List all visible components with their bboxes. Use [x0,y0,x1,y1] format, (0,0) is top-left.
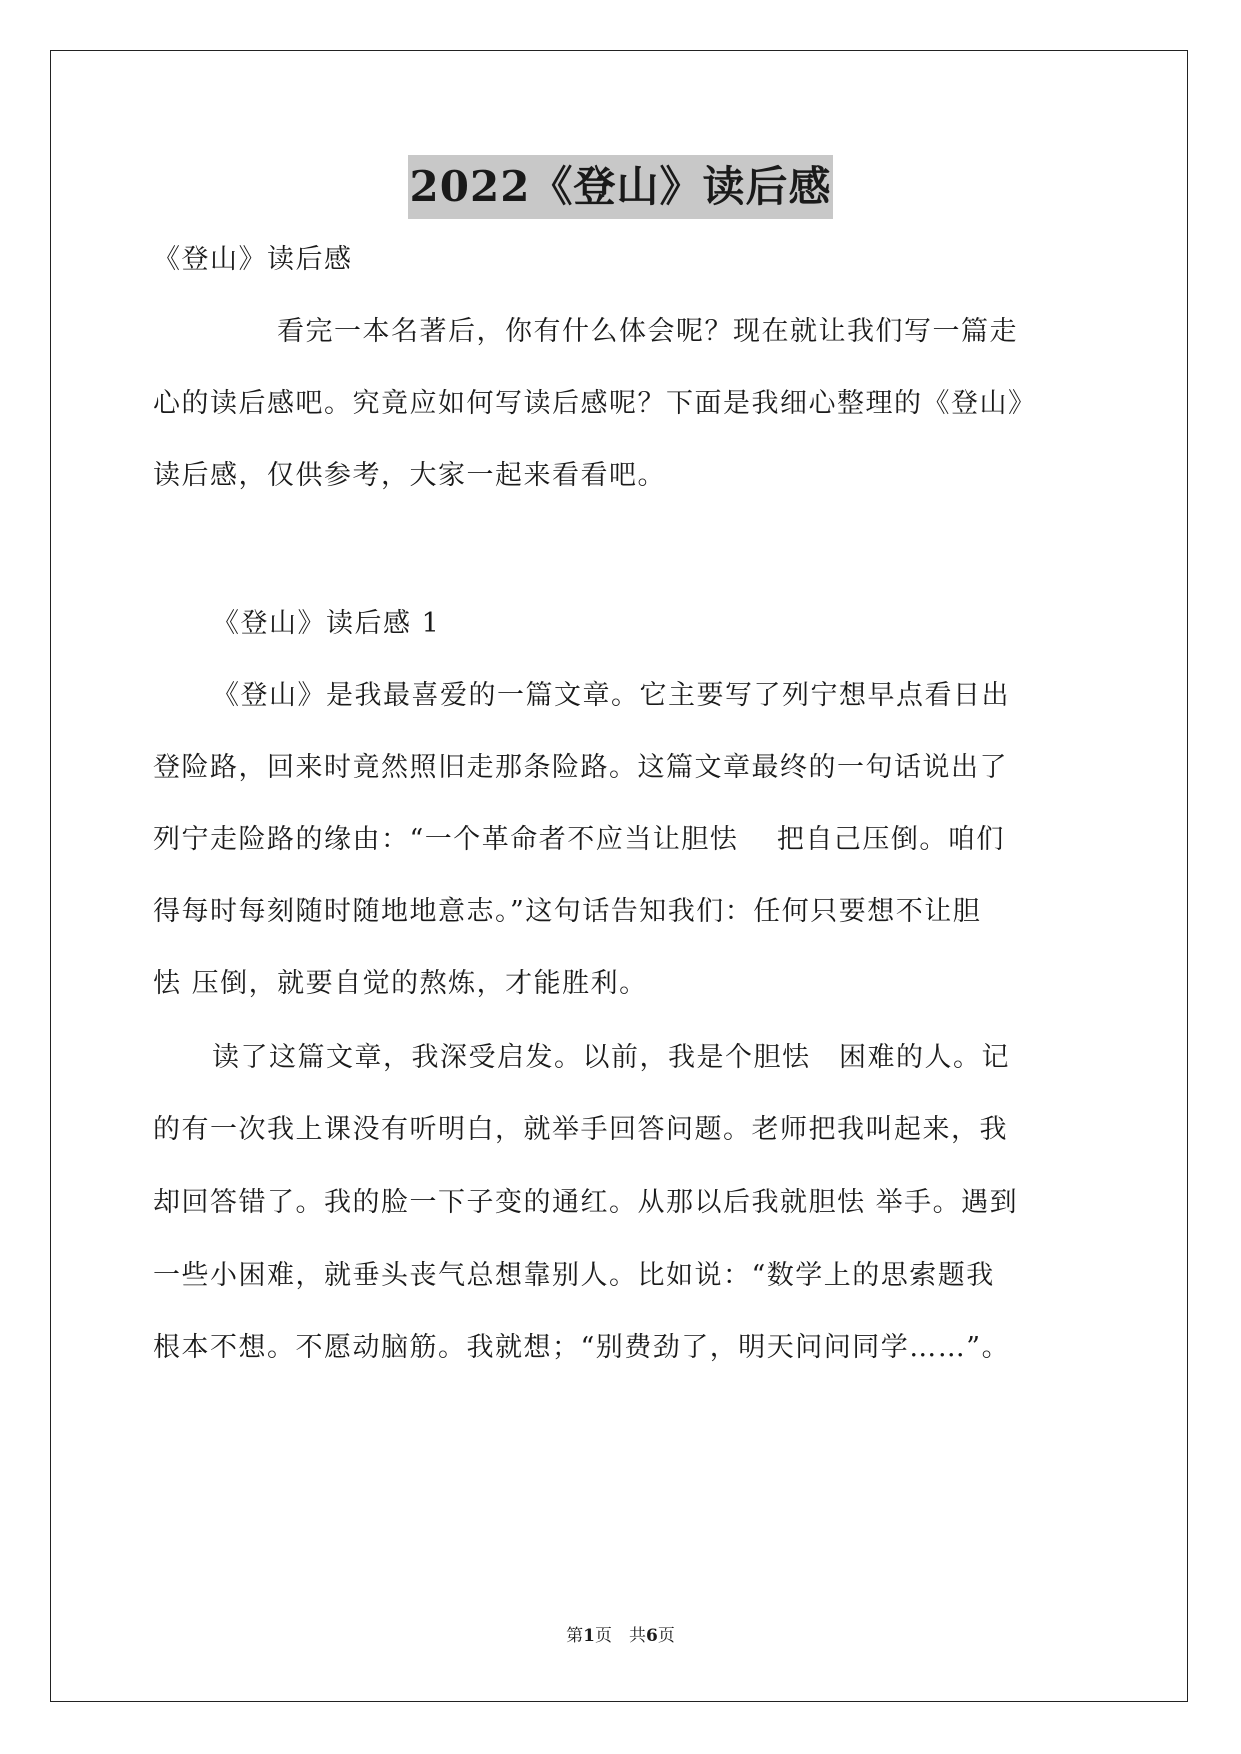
paragraph-line: 《登山》是我最喜爱的一篇文章。它主要写了列宁想早点看日出 [212,680,1010,711]
total-page-count: 6 [646,1626,658,1646]
page-prefix: 第 [566,1626,584,1646]
page-suffix: 页 [657,1626,675,1646]
paragraph-line: 根本不想。不愿动脑筋。我就想；“别费劲了，明天问问同学……”。 [153,1332,1011,1363]
subsection-heading: 《登山》读后感 1 [212,608,441,639]
paragraph-line: 读了这篇文章，我深受启发。以前，我是个胆怯 困难的人。记 [212,1042,1010,1073]
current-page-number: 1 [583,1626,595,1646]
paragraph-line: 却回答错了。我的脸一下子变的通红。从那以后我就胆怯 举手。遇到 [153,1187,1019,1218]
page-border [50,50,1188,1702]
document-title: 2022《登山》读后感 [408,155,834,219]
paragraph-line: 心的读后感吧。究竟应如何写读后感呢？下面是我细心整理的《登山》 [153,388,1037,419]
paragraph-line: 列宁走险路的缘由：“一个革命者不应当让胆怯 把自己压倒。咱们 [153,824,1005,855]
paragraph-line: 看完一本名著后，你有什么体会呢？现在就让我们写一篇走 [277,316,1018,347]
section-heading: 《登山》读后感 [153,244,353,275]
paragraph-line: 读后感，仅供参考，大家一起来看看吧。 [153,460,666,491]
paragraph-line: 一些小困难，就垂头丧气总想靠别人。比如说：“数学上的思索题我 [153,1260,995,1291]
page-mid: 页 共 [595,1626,646,1646]
page-footer [0,1624,1241,1648]
paragraph-line: 怯 压倒，就要自觉的熬炼，才能胜利。 [153,968,648,999]
title-container [0,155,1241,219]
paragraph-line: 得每时每刻随时随地地意志。”这句话告知我们：任何只要想不让胆 [153,896,982,927]
paragraph-line: 的有一次我上课没有听明白，就举手回答问题。老师把我叫起来，我 [153,1114,1008,1145]
paragraph-line: 登险路，回来时竟然照旧走那条险路。这篇文章最终的一句话说出了 [153,752,1008,783]
